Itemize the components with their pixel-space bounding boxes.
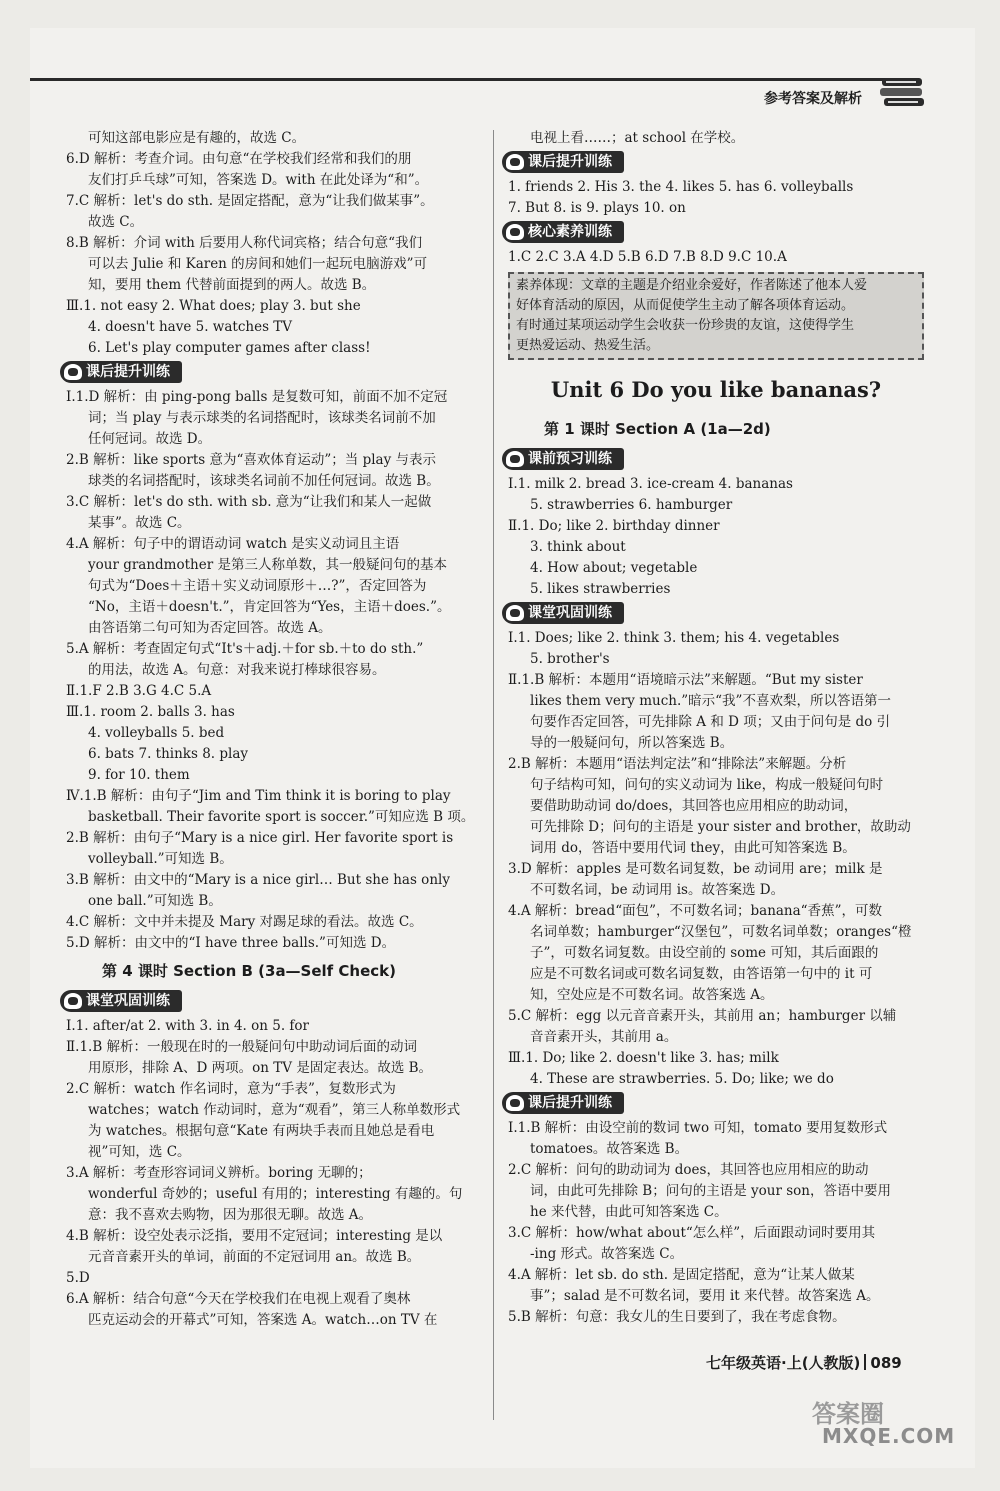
answer-line: 2.B 解析：由句子“Mary is a nice girl. Her favorite sport is <box>66 830 454 846</box>
section-lotus-icon <box>506 154 524 170</box>
answer-line: 6.D 解析：考查介词。由句意“在学校我们经常和我们的朋 <box>66 151 412 167</box>
answer-line: 应是不可数名词或可数名词复数，由答语第一句中的 it 可 <box>530 966 873 982</box>
right-column <box>508 128 924 1328</box>
answer-line: your grandmother 是第三人称单数，其一般疑问句的基本 <box>88 557 447 573</box>
answer-line: 2.B 解析：本题用“语法判定法”和“排除法”来解题。分析 <box>508 756 847 772</box>
section-heading-label: 核心素养训练 <box>528 223 612 240</box>
answer-line: 4. These are strawberries. 5. Do; like; we do <box>530 1071 834 1087</box>
answer-line: “No，主语＋doesn't.”，肯定回答为“Yes，主语＋does.”。 <box>88 599 451 615</box>
answer-line: 词用 do，答语中要用代词 they，由此可知答案选 B。 <box>530 840 856 856</box>
answer-line: Ⅲ.1. Do; like 2. doesn't like 3. has; milk <box>508 1050 779 1066</box>
answer-line: 可以去 Julie 和 Karen 的房间和她们一起玩电脑游戏”可 <box>88 256 428 272</box>
answer-line: tomatoes。故答案选 B。 <box>530 1141 689 1157</box>
answer-line: 友们打乒乓球”可知，答案选 D。with 在此处译为“和”。 <box>88 172 429 188</box>
answer-line: 5. strawberries 6. hamburger <box>530 497 733 513</box>
answer-line: 4.A 解析：let sb. do sth. 是固定搭配，意为“让某人做某 <box>508 1267 855 1283</box>
section-heading-label: 课前预习训练 <box>528 450 612 467</box>
answer-line: likes them very much.”暗示“我”不喜欢梨，所以答语第一 <box>530 693 891 709</box>
answer-line: 6.A 解析：结合句意“今天在学校我们在电视上观看了奥林 <box>66 1291 411 1307</box>
page-number: 089 <box>870 1354 902 1372</box>
answer-line: Ⅱ.1.F 2.B 3.G 4.C 5.A <box>66 683 212 699</box>
answer-line: 视”可知，选 C。 <box>88 1144 191 1160</box>
answer-line: 3.A 解析：考查形容词词义辨析。boring 无聊的； <box>66 1165 372 1181</box>
section-heading-row <box>508 1090 924 1118</box>
answer-line: 6. Let's play computer games after class! <box>88 340 371 356</box>
answer-line: 任何冠词。故选 D。 <box>88 431 212 447</box>
answer-line: 5. likes strawberries <box>530 581 671 597</box>
answer-line: 词，由此可先排除 B；问句的主语是 your son，答语中要用 <box>530 1183 891 1199</box>
note-line: 素养体现：文章的主题是介绍业余爱好，作者陈述了他本人爱 <box>516 278 868 293</box>
answer-line: 8.B 解析：介词 with 后要用人称代词宾格；结合句意“我们 <box>66 235 423 251</box>
answer-line: 2.B 解析：like sports 意为“喜欢体育运动”；当 play 与表示 <box>66 452 437 468</box>
answer-line: Ⅲ.1. not easy 2. What does; play 3. but she <box>66 298 361 314</box>
answer-line: 由答语第二句可知为否定回答。故选 A。 <box>88 620 332 636</box>
answer-line: -ing 形式。故答案选 C。 <box>530 1246 684 1262</box>
watermark-logo: 答案圈 <box>812 1400 884 1428</box>
answer-line: 4.A 解析：句子中的谓语动词 watch 是实义动词且主语 <box>66 536 400 552</box>
section-heading-label: 课堂巩固训练 <box>86 992 170 1009</box>
left-column <box>66 128 482 1331</box>
answer-line: basketball. Their favorite sport is soccer.”可知应选 B 项。 <box>88 809 475 825</box>
answer-line: Ⅰ.1.B 解析：由设空前的数词 two 可知，tomato 要用复数形式 <box>508 1120 888 1136</box>
header-rule <box>30 78 900 81</box>
watermark-url: MXQE.COM <box>822 1424 956 1448</box>
page-footer <box>706 1352 902 1373</box>
answer-line: 3.D 解析：apples 是可数名词复数，be 动词用 are；milk 是 <box>508 861 883 877</box>
answer-line: 2.C 解析：watch 作名词时，意为“手表”，复数形式为 <box>66 1081 396 1097</box>
answer-line: wonderful 奇妙的；useful 有用的；interesting 有趣的。句 <box>88 1186 463 1202</box>
answer-line: 匹克运动会的开幕式”可知，答案选 A。watch…on TV 在 <box>88 1312 438 1328</box>
note-line: 好体育活动的原因，从而促使学生主动了解各项体育运动。 <box>516 298 855 313</box>
answer-line: Ⅰ.1. after/at 2. with 3. in 4. on 5. for <box>66 1018 309 1034</box>
section-heading <box>502 221 624 243</box>
answer-line: 音音素开头，其前用 a。 <box>530 1029 678 1045</box>
answer-line: 故选 C。 <box>88 214 144 230</box>
answer-line: 子”，可数名词复数。由设空前的 some 可知，其后面跟的 <box>530 945 879 961</box>
answer-line: 3.C 解析：how/what about“怎么样”，后面跟动词时要用其 <box>508 1225 876 1241</box>
note-line: 有时通过某项运动学生会收获一份珍贵的友谊，这使得学生 <box>516 318 855 333</box>
answer-line: 6. bats 7. thinks 8. play <box>88 746 249 762</box>
answer-line: 4. How about; vegetable <box>530 560 698 576</box>
unit-title: Unit 6 Do you like bananas? <box>550 377 882 402</box>
answer-line: 7.C 解析：let's do sth. 是固定搭配，意为“让我们做某事”。 <box>66 193 434 209</box>
section-heading-row <box>66 359 482 387</box>
section-heading <box>502 1092 624 1114</box>
column-divider <box>493 130 494 1420</box>
answer-line: 4.C 解析：文中并未提及 Mary 对踢足球的看法。故选 C。 <box>66 914 423 930</box>
answer-line: 球类的名词搭配时，该球类名词前不加任何冠词。故选 B。 <box>88 473 440 489</box>
answer-line: 的用法，故选 A。句意：对我来说打棒球很容易。 <box>88 662 386 678</box>
answer-line: Ⅰ.1. milk 2. bread 3. ice-cream 4. bananas <box>508 476 793 492</box>
answer-line: 可先排除 D；问句的主语是 your sister and brother，故助动 <box>530 819 911 835</box>
answer-line: 3.B 解析：由文中的“Mary is a nice girl… But she has only <box>66 872 450 888</box>
section-lotus-icon <box>506 224 524 240</box>
answer-line: volleyball.”可知选 B。 <box>88 851 233 867</box>
answer-line: 意：我不喜欢去购物，因为那很无聊。故选 A。 <box>88 1207 373 1223</box>
answer-line: 电视上看……；at school 在学校。 <box>530 130 745 146</box>
answer-line: 用原形，排除 A、D 两项。on TV 是固定表达。故选 B。 <box>88 1060 433 1076</box>
books-icon <box>878 72 928 116</box>
footer-separator <box>864 1354 866 1370</box>
answer-line: 事”；salad 是不可数名词，要用 it 来代替。故答案选 A。 <box>530 1288 880 1304</box>
note-line: 更热爱运动、热爱生活。 <box>516 338 660 353</box>
answer-line: 知，空处应是不可数名词。故答案选 A。 <box>530 987 774 1003</box>
answer-line: 5.D <box>66 1270 90 1286</box>
answer-line: 3.C 解析：let's do sth. with sb. 意为“让我们和某人一起做 <box>66 494 432 510</box>
answer-line: 知，要用 them 代替前面提到的两人。故选 B。 <box>88 277 376 293</box>
answer-line: 7. But 8. is 9. plays 10. on <box>508 200 686 216</box>
answer-line: 9. for 10. them <box>88 767 190 783</box>
answer-line: 元音音素开头的单词，前面的不定冠词用 an。故选 B。 <box>88 1249 421 1265</box>
answer-line: 5.D 解析：由文中的“I have three balls.”可知选 D。 <box>66 935 396 951</box>
answer-line: 5.A 解析：考查固定句式“It's＋adj.＋for sb.＋to do sth.” <box>66 641 424 657</box>
answer-line: he 来代替，由此可知答案选 C。 <box>530 1204 728 1220</box>
section-heading-row <box>66 988 482 1016</box>
section-heading-row <box>508 446 924 474</box>
section-lotus-icon <box>64 993 82 1009</box>
answer-line: 4. volleyballs 5. bed <box>88 725 225 741</box>
answer-line: Ⅲ.1. room 2. balls 3. has <box>66 704 235 720</box>
section-heading-label: 课堂巩固训练 <box>528 604 612 621</box>
answer-line: 不可数名词，be 动词用 is。故答案选 D。 <box>530 882 785 898</box>
answer-line: 5. brother's <box>530 651 610 667</box>
section-heading-row <box>508 149 924 177</box>
answer-line: Ⅰ.1.D 解析：由 ping-pong balls 是复数可知，前面不加不定冠 <box>66 389 448 405</box>
answer-line: Ⅱ.1.B 解析：本题用“语境暗示法”来解题。“But my sister <box>508 672 863 688</box>
section-heading-row <box>508 600 924 628</box>
answer-line: 4. doesn't have 5. watches TV <box>88 319 293 335</box>
section-heading <box>60 361 182 383</box>
section-heading-label: 课后提升训练 <box>528 153 612 170</box>
answer-line: 句式为“Does＋主语＋实义动词原形＋…?”，否定回答为 <box>88 578 427 594</box>
answer-line: 可知这部电影应是有趣的，故选 C。 <box>88 130 306 146</box>
section-lotus-icon <box>64 364 82 380</box>
answer-line: 导的一般疑问句，所以答案选 B。 <box>530 735 734 751</box>
section-heading <box>502 448 624 470</box>
answer-line: 句子结构可知，问句的实义动词为 like，构成一般疑问句时 <box>530 777 884 793</box>
answer-line: 1.C 2.C 3.A 4.D 5.B 6.D 7.B 8.D 9.C 10.A <box>508 249 787 265</box>
answer-line: 5.C 解析：egg 以元音音素开头，其前用 an；hamburger 以辅 <box>508 1008 897 1024</box>
answer-line: 5.B 解析：句意：我女儿的生日要到了，我在考虑食物。 <box>508 1309 846 1325</box>
answer-line: Ⅱ.1. Do; like 2. birthday dinner <box>508 518 720 534</box>
answer-line: 4.B 解析：设空处表示泛指，要用不定冠词；interesting 是以 <box>66 1228 443 1244</box>
answer-line: Ⅱ.1.B 解析：一般现在时的一般疑问句中助动词后面的动词 <box>66 1039 418 1055</box>
answer-line: 词；当 play 与表示球类的名词搭配时，该球类名词前不加 <box>88 410 436 426</box>
section-heading-label: 课后提升训练 <box>528 1094 612 1111</box>
answer-line: 3. think about <box>530 539 626 555</box>
answer-line: 1. friends 2. His 3. the 4. likes 5. has 6. volleyballs <box>508 179 854 195</box>
answer-line: 4.A 解析：bread“面包”，不可数名词；banana“香蕉”，可数 <box>508 903 882 919</box>
answer-line: 为 watches。根据句意“Kate 有两块手表而且她总是看电 <box>88 1123 435 1139</box>
answer-line: Ⅰ.1. Does; like 2. think 3. them; his 4. vegetables <box>508 630 840 646</box>
section-heading <box>502 602 624 624</box>
answer-line: 名词单数；hamburger“汉堡包”，可数名词单数；oranges“橙 <box>530 924 912 940</box>
answer-line: 要借助助动词 do/does，其回答也应用相应的助动词， <box>530 798 858 814</box>
section-heading <box>502 151 624 173</box>
answer-line: watches；watch 作动词时，意为“观看”，第三人称单数形式 <box>88 1102 461 1118</box>
answer-line: 2.C 解析：问句的助动词为 does，其回答也应用相应的助动 <box>508 1162 869 1178</box>
section-lotus-icon <box>506 1095 524 1111</box>
answer-line: 句要作否定回答，可先排除 A 和 D 项；又由于问句是 do 引 <box>530 714 891 730</box>
lesson-title: 第 1 课时 Section A (1a—2d) <box>544 420 771 438</box>
answer-line: Ⅳ.1.B 解析：由句子“Jim and Tim think it is boring to play <box>66 788 451 804</box>
header-title: 参考答案及解析 <box>764 91 862 107</box>
section-heading <box>60 990 182 1012</box>
literacy-note-box <box>508 272 924 360</box>
section-heading-label: 课后提升训练 <box>86 363 170 380</box>
answer-line: 某事”。故选 C。 <box>88 515 191 531</box>
section-lotus-icon <box>506 605 524 621</box>
footer-label: 七年级英语·上(人教版) <box>706 1354 861 1372</box>
section-lotus-icon <box>506 451 524 467</box>
answer-line: one ball.”可知选 B。 <box>88 893 222 909</box>
section-heading-row <box>508 219 924 247</box>
lesson-title: 第 4 课时 Section B (3a—Self Check) <box>102 962 397 980</box>
